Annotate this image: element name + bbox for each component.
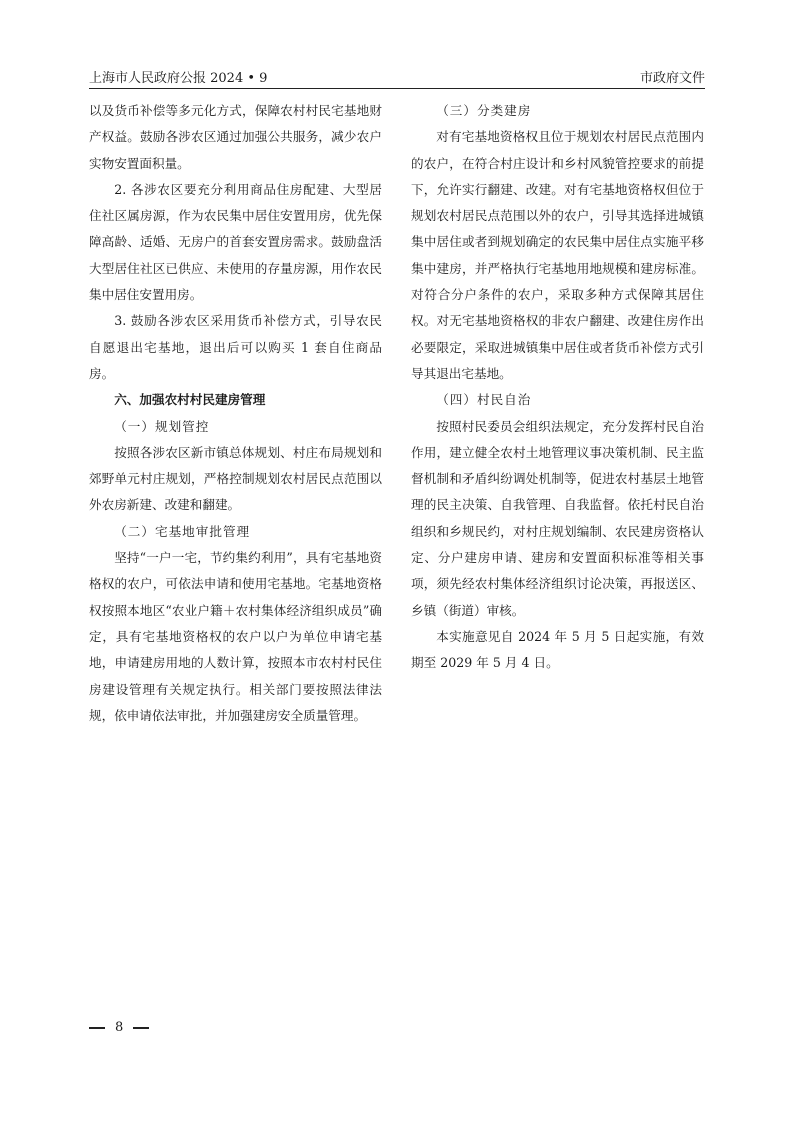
paragraph: 坚持“一户一宅，节约集约利用”，具有宅基地资格权的农户，可依法申请和使用宅基地。宅基地资格权按照本地区“农业户籍＋农村集体经济组织成员”确定，具有宅基地资格权的农户以户为单位申请宅基地，申请建房用地的人数计算，按照本市农村村民住房建设管理有关规定执行。相关部门要按照法律法规，依申请依法审批，并加强建房安全质量管理。 bbox=[89, 550, 382, 723]
footer-dash-left bbox=[89, 1027, 105, 1029]
paragraph: 3. 鼓励各涉农区采用货币补偿方式，引导农民自愿退出宅基地，退出后可以购买 1 套自住商品房。 bbox=[89, 313, 382, 381]
page-number: 8 bbox=[115, 1020, 124, 1035]
left-column bbox=[89, 98, 382, 729]
section-label: 市政府文件 bbox=[639, 71, 705, 86]
page-header bbox=[89, 62, 705, 89]
footer-dash-right bbox=[133, 1027, 149, 1029]
right-column bbox=[411, 98, 704, 677]
section-heading: 六、加强农村村民建房管理 bbox=[114, 392, 266, 408]
subsection-heading: （四）村民自治 bbox=[436, 392, 532, 408]
paragraph: 以及货币补偿等多元化方式，保障农村村民宅基地财产权益。鼓励各涉农区通过加强公共服务，减少农户实物安置面积量。 bbox=[89, 103, 382, 171]
subsection-heading: （一）规划管控 bbox=[114, 418, 210, 434]
subsection-heading: （三）分类建房 bbox=[436, 103, 532, 118]
page-footer bbox=[89, 1020, 149, 1035]
publication-title: 上海市人民政府公报 2024 • 9 bbox=[89, 71, 268, 86]
paragraph: 按照村民委员会组织法规定，充分发挥村民自治作用，建立健全农村土地管理议事决策机制、民主监督机制和矛盾纠纷调处机制等，促进农村基层土地管理的民主决策、自我管理、自我监督。依托村民自治组织和乡规民约，对村庄规划编制、农民建房资格认定、分户建房申请、建房和安置面积标准等相关事项，须先经农村集体经济组织讨论决策，再报送区、乡镇（街道）审核。 bbox=[411, 418, 704, 618]
paragraph: 2. 各涉农区要充分利用商品住房配建、大型居住社区属房源，作为农民集中居住安置用房，优先保障高龄、适婚、无房户的首套安置房需求。鼓励盘活大型居住社区已供应、未使用的存量房源，用作农民集中居住安置用房。 bbox=[89, 181, 382, 303]
paragraph: 按照各涉农区新市镇总体规划、村庄布局规划和郊野单元村庄规划，严格控制规划农村居民点范围以外农房新建、改建和翻建。 bbox=[89, 444, 382, 513]
paragraph: 本实施意见自 2024 年 5 月 5 日起实施，有效期至 2029 年 5 月 4 日。 bbox=[411, 628, 704, 671]
subsection-heading: （二）宅基地审批管理 bbox=[114, 523, 251, 539]
paragraph: 对有宅基地资格权且位于规划农村居民点范围内的农户，在符合村庄设计和乡村风貌管控要求的前提下，允许实行翻建、改建。对有宅基地资格权但位于规划农村居民点范围以外的农户，引导其选择进城镇集中居住或者到规划确定的农民集中居住点实施平移集中建房，并严格执行宅基地用地规模和建房标准。对符合分户条件的农户，采取多种方式保障其居住权。对无宅基地资格权的非农户翻建、改建住房作出必要限定，采取进城镇集中居住或者货币补偿方式引导其退出宅基地。 bbox=[411, 129, 704, 381]
